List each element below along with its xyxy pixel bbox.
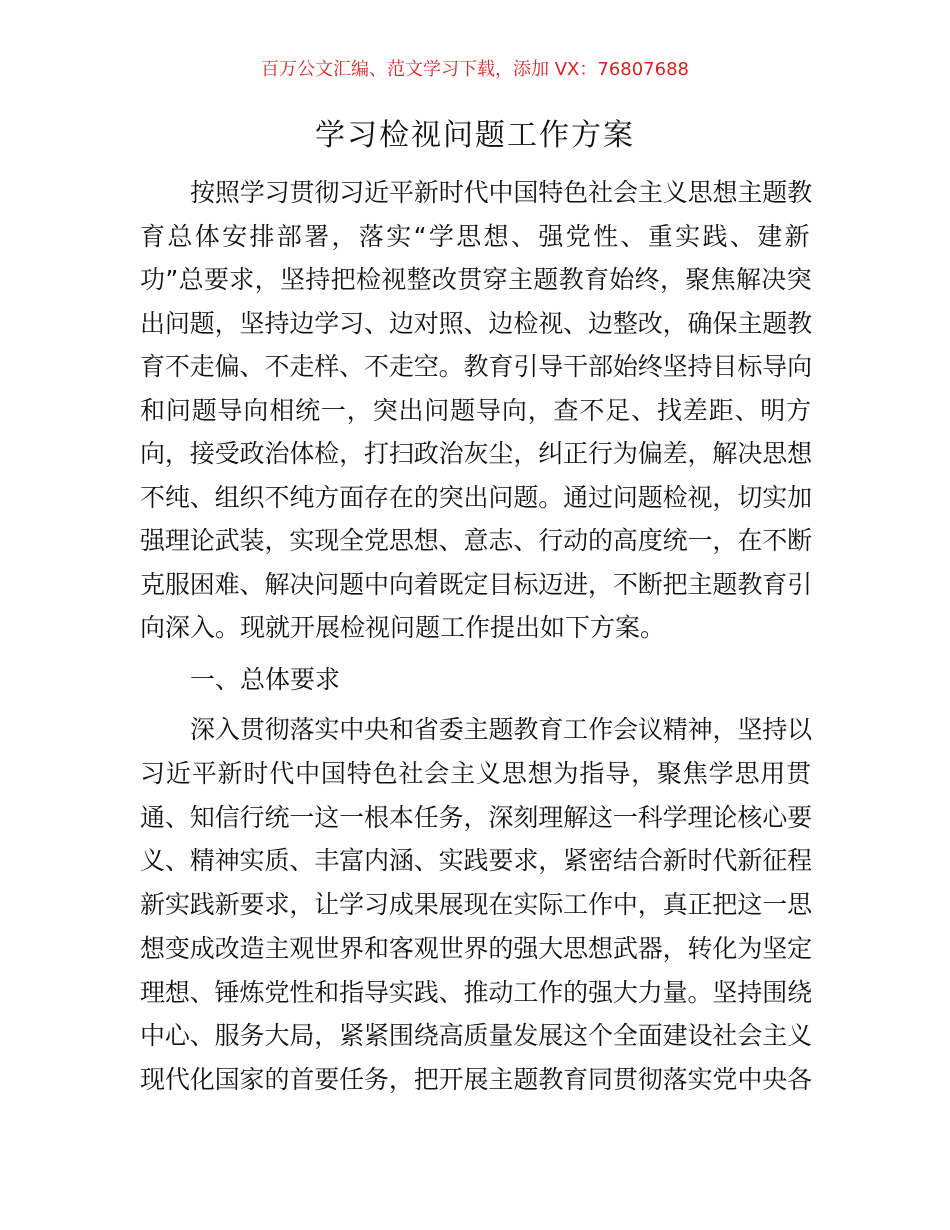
text-line: 深入贯彻落实中央和省委主题教育工作会议精神，坚持以 [190, 715, 812, 744]
text-line: 不纯、组织不纯方面存在的突出问题。通过问题检视，切实加 [140, 482, 812, 512]
text-line: 现代化国家的首要任务，把开展主题教育同贯彻落实党中央各 [140, 1065, 812, 1094]
text-line: 出问题，坚持边学习、边对照、边检视、边整改，确保主题教 [140, 308, 812, 338]
section-heading: 一、总体要求 [190, 665, 341, 694]
text-line: 理想、锤炼党性和指导实践、推动工作的强大力量。坚持围绕 [140, 977, 812, 1007]
text-line: 功”总要求，坚持把检视整改贯穿主题教育始终，聚焦解决突 [140, 265, 812, 294]
text-line: 中心、服务大局，紧紧围绕高质量发展这个全面建设社会主义 [140, 1021, 812, 1051]
text-line: 向深入。现就开展检视问题工作提出如下方案。 [140, 613, 666, 642]
text-line: 向，接受政治体检，打扫政治灰尘，纠正行为偏差，解决思想 [140, 439, 812, 468]
text-line: 育总体安排部署，落实“学思想、强党性、重实践、建新 [140, 221, 812, 251]
document-title: 学习检视问题工作方案 [315, 118, 635, 153]
text-line: 通、知信行统一这一根本任务，深刻理解这一科学理论核心要 [140, 802, 812, 832]
text-line: 新实践新要求，让学习成果展现在实际工作中，真正把这一思 [140, 890, 812, 919]
text-line: 强理论武装，实现全党思想、意志、行动的高度统一，在不断 [140, 526, 812, 555]
text-line: 义、精神实质、丰富内涵、实践要求，紧密结合新时代新征程 [140, 846, 812, 876]
text-line: 想变成改造主观世界和客观世界的强大思想武器，转化为坚定 [140, 933, 812, 963]
text-line: 按照学习贯彻习近平新时代中国特色社会主义思想主题教 [190, 178, 812, 207]
text-line: 克服困难、解决问题中向着既定目标迈进，不断把主题教育引 [140, 569, 812, 599]
text-line: 育不走偏、不走样、不走空。教育引导干部始终坚持目标导向 [140, 352, 812, 381]
text-line: 和问题导向相统一，突出问题导向，查不足、找差距、明方 [140, 395, 812, 425]
text-line: 习近平新时代中国特色社会主义思想为指导，聚焦学思用贯 [140, 758, 812, 788]
watermark-header: 百万公文汇编、范文学习下载，添加 VX：76807688 [261, 59, 689, 80]
